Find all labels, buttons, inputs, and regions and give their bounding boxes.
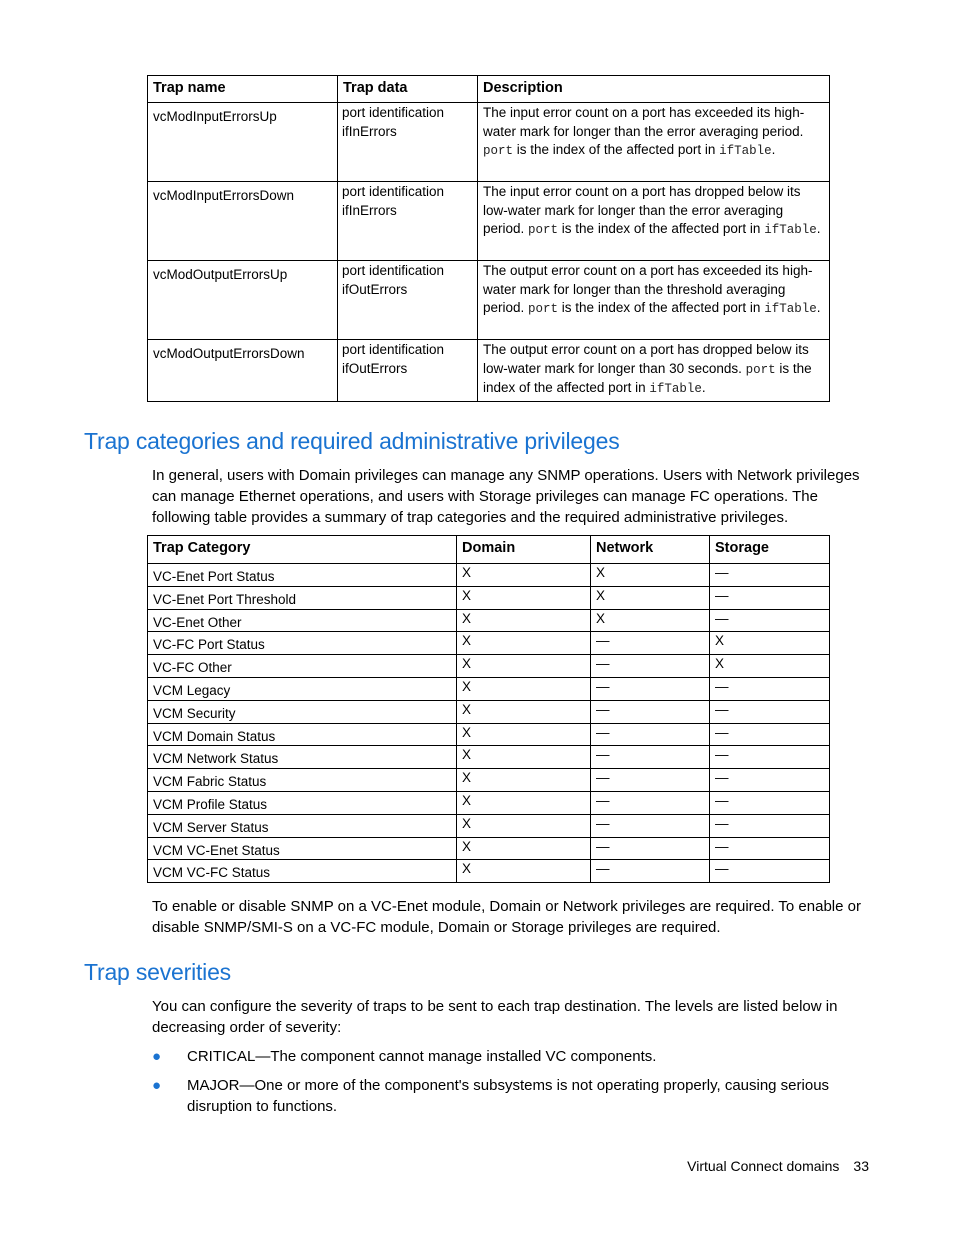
trap-name-cell xyxy=(148,182,338,261)
privilege-cell: X xyxy=(457,860,591,883)
trap-name: vcModInputErrorsDown xyxy=(153,188,295,203)
category-cell: VCM Legacy xyxy=(148,677,457,700)
category-cell: VC-Enet Port Threshold xyxy=(148,586,457,609)
severities-intro-paragraph: You can configure the severity of traps to be sent to each trap destination. The levels are listed below in decreasing order of severity: xyxy=(152,998,838,1036)
table-row xyxy=(148,564,830,587)
code-text: ifTable xyxy=(764,223,817,237)
description-text: The input error count on a port has exceeded its high-water mark for longer than the error averaging period. xyxy=(483,105,805,139)
privilege-cell: — xyxy=(710,677,830,700)
description-text: . xyxy=(816,300,821,315)
table-row xyxy=(148,103,830,182)
trap-data-line: port identification xyxy=(342,263,445,278)
privilege-cell: X xyxy=(457,564,591,587)
list-item xyxy=(152,1047,852,1068)
privilege-cell: — xyxy=(710,700,830,723)
privilege-cell: X xyxy=(591,586,710,609)
category-cell: VCM Fabric Status xyxy=(148,769,457,792)
table-row xyxy=(148,723,830,746)
description-text: is the index of the affected port in xyxy=(558,221,765,236)
categories-intro-paragraph: In general, users with Domain privileges can manage any SNMP operations. Users with Network privileges can manage Ethernet operations, and users with Storage privileges can manage FC operations. The following table provides a summary of trap categories and the required administrative privileges. xyxy=(152,467,860,526)
privilege-cell: X xyxy=(457,632,591,655)
privilege-cell: — xyxy=(710,814,830,837)
privilege-cell: X xyxy=(457,837,591,860)
table-row xyxy=(148,182,830,261)
page-footer xyxy=(687,1158,869,1174)
privilege-cell: — xyxy=(710,564,830,587)
privilege-cell: — xyxy=(591,814,710,837)
privilege-cell: X xyxy=(457,586,591,609)
table-row xyxy=(148,746,830,769)
trap-table xyxy=(147,75,830,402)
column-header: Description xyxy=(478,76,830,103)
category-table-body xyxy=(148,564,830,883)
trap-name-cell xyxy=(148,103,338,182)
table-row xyxy=(148,340,830,402)
column-header: Trap Category xyxy=(148,536,457,564)
list-item-text: MAJOR—One or more of the component's subsystems is not operating properly, causing serious disruption to functions. xyxy=(187,1076,830,1115)
privilege-cell: — xyxy=(591,746,710,769)
description-text: . xyxy=(771,142,776,157)
privilege-cell: X xyxy=(710,632,830,655)
privilege-cell: X xyxy=(591,609,710,632)
category-cell: VCM Domain Status xyxy=(148,723,457,746)
privilege-cell: X xyxy=(710,655,830,678)
table-row xyxy=(148,814,830,837)
trap-data-cell xyxy=(338,340,478,402)
table-row xyxy=(148,655,830,678)
table-row xyxy=(148,261,830,340)
column-header: Domain xyxy=(457,536,591,564)
column-header: Trap data xyxy=(338,76,478,103)
privilege-cell: — xyxy=(710,837,830,860)
code-text: port xyxy=(745,362,776,377)
code-text: port xyxy=(483,144,514,158)
privilege-cell: X xyxy=(457,791,591,814)
code-text: ifTable xyxy=(719,144,772,158)
column-header: Trap name xyxy=(148,76,338,103)
trap-data-line: ifOutErrors xyxy=(342,360,408,376)
trap-data-line: port identification xyxy=(342,342,445,357)
privilege-cell: — xyxy=(591,677,710,700)
privilege-cell: — xyxy=(710,746,830,769)
footer-title: Virtual Connect domains xyxy=(687,1158,840,1174)
description-cell xyxy=(478,340,830,402)
description-text: The output error count on a port has dropped below its low-water mark for longer than 30 seconds. xyxy=(483,342,809,376)
section-heading-categories: Trap categories and required administrative privileges xyxy=(84,428,620,454)
table-row xyxy=(148,769,830,792)
category-cell: VCM VC-FC Status xyxy=(148,860,457,883)
privilege-cell: — xyxy=(710,769,830,792)
trap-data-cell xyxy=(338,182,478,261)
category-cell: VCM Security xyxy=(148,700,457,723)
category-cell: VC-Enet Other xyxy=(148,609,457,632)
privilege-cell: — xyxy=(591,655,710,678)
table-row xyxy=(148,586,830,609)
list-item-text: CRITICAL—The component cannot manage installed VC components. xyxy=(187,1048,657,1065)
privilege-cell: X xyxy=(591,564,710,587)
list-item xyxy=(152,1076,852,1118)
bullet-icon: ● xyxy=(152,1076,162,1094)
table-row xyxy=(148,609,830,632)
table-header-row xyxy=(148,536,830,564)
table-header-row xyxy=(148,76,830,103)
page-number: 33 xyxy=(853,1158,869,1174)
trap-category-table xyxy=(147,535,830,883)
trap-name: vcModOutputErrorsUp xyxy=(153,267,288,282)
privilege-cell: — xyxy=(591,837,710,860)
category-cell: VC-FC Other xyxy=(148,655,457,678)
description-cell xyxy=(478,182,830,261)
description-text: The input error count on a port has dropped below its low-water mark for longer than the error averaging period. xyxy=(483,184,801,236)
trap-data-line: port identification xyxy=(342,184,445,199)
privilege-cell: X xyxy=(457,723,591,746)
trap-name: vcModOutputErrorsDown xyxy=(153,346,305,361)
category-cell: VC-Enet Port Status xyxy=(148,564,457,587)
category-cell: VCM Profile Status xyxy=(148,791,457,814)
description-text: . xyxy=(816,221,821,236)
privileges-note-paragraph: To enable or disable SNMP on a VC-Enet module, Domain or Network privileges are required. To enable or disable SNMP/SMI-S on a VC-FC module, Domain or Storage privileges are required. xyxy=(152,898,861,936)
code-text: ifTable xyxy=(649,382,702,396)
category-cell: VCM Network Status xyxy=(148,746,457,769)
privilege-cell: — xyxy=(591,632,710,655)
privilege-cell: X xyxy=(457,677,591,700)
privilege-cell: — xyxy=(591,791,710,814)
privilege-cell: X xyxy=(457,655,591,678)
privilege-cell: — xyxy=(710,586,830,609)
privilege-cell: X xyxy=(457,700,591,723)
trap-data-line: ifInErrors xyxy=(342,123,397,139)
privilege-cell: — xyxy=(591,769,710,792)
trap-name-cell xyxy=(148,340,338,402)
privilege-cell: X xyxy=(457,814,591,837)
trap-data-cell xyxy=(338,103,478,182)
code-text: ifTable xyxy=(764,302,817,316)
table-row xyxy=(148,700,830,723)
table-row xyxy=(148,860,830,883)
privilege-cell: X xyxy=(457,746,591,769)
trap-data-line: ifInErrors xyxy=(342,202,397,218)
privilege-cell: X xyxy=(457,769,591,792)
description-text: is the index of the affected port in xyxy=(513,142,720,157)
table-row xyxy=(148,791,830,814)
description-text: is the index of the affected port in xyxy=(483,360,812,395)
privilege-cell: — xyxy=(591,860,710,883)
category-cell: VCM Server Status xyxy=(148,814,457,837)
trap-name-cell xyxy=(148,261,338,340)
trap-data-line: ifOutErrors xyxy=(342,281,408,297)
privilege-cell: — xyxy=(710,791,830,814)
trap-data-line: port identification xyxy=(342,105,445,120)
description-text: is the index of the affected port in xyxy=(558,300,765,315)
trap-name: vcModInputErrorsUp xyxy=(153,109,277,124)
code-text: port xyxy=(528,302,559,316)
category-cell: VC-FC Port Status xyxy=(148,632,457,655)
privilege-cell: — xyxy=(710,609,830,632)
category-cell: VCM VC-Enet Status xyxy=(148,837,457,860)
section-heading-severities: Trap severities xyxy=(84,959,231,985)
privilege-cell: — xyxy=(710,860,830,883)
bullet-icon: ● xyxy=(152,1048,162,1065)
table-row xyxy=(148,837,830,860)
description-text: The output error count on a port has exceeded its high-water mark for longer than the threshold averaging period. xyxy=(483,263,813,315)
description-cell xyxy=(478,261,830,340)
severity-list xyxy=(152,1047,852,1125)
column-header: Storage xyxy=(710,536,830,564)
description-text: . xyxy=(701,380,706,395)
description-cell xyxy=(478,103,830,182)
code-text: port xyxy=(528,223,559,237)
trap-data-cell xyxy=(338,261,478,340)
privilege-cell: — xyxy=(591,723,710,746)
privilege-cell: — xyxy=(591,700,710,723)
privilege-cell: — xyxy=(710,723,830,746)
table-row xyxy=(148,632,830,655)
column-header: Network xyxy=(591,536,710,564)
table-row xyxy=(148,677,830,700)
privilege-cell: X xyxy=(457,609,591,632)
